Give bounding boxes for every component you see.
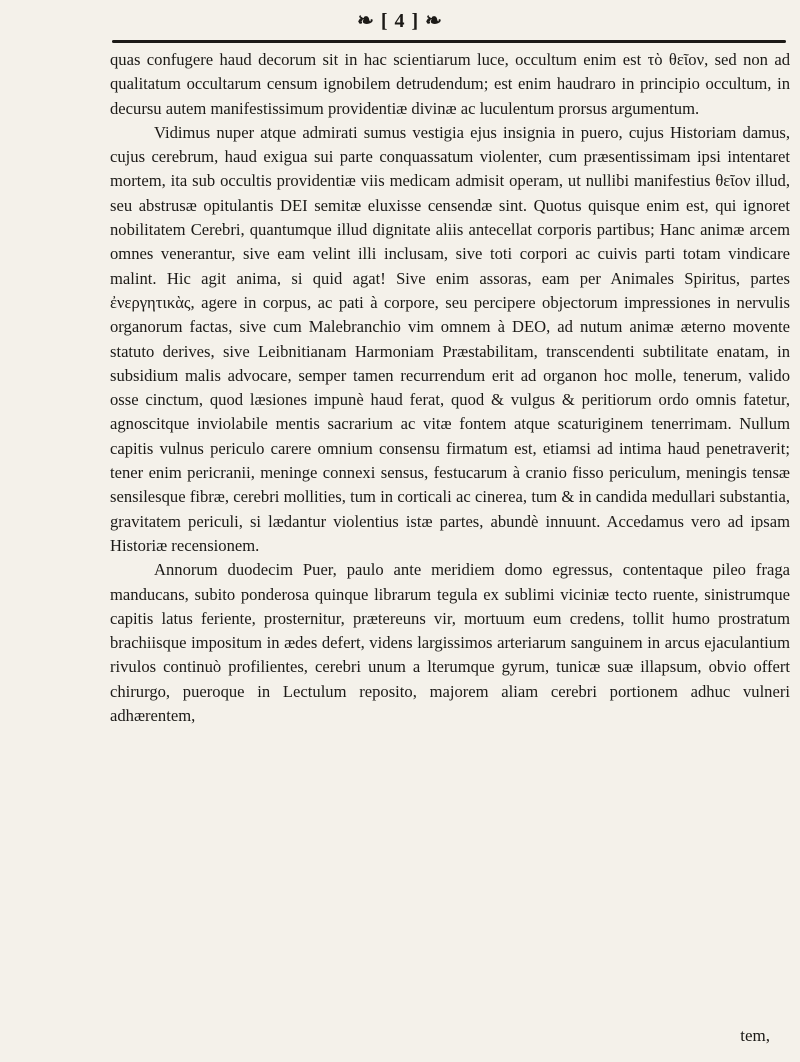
ornament-left: ❧	[357, 10, 381, 32]
ornament-right: ❧	[425, 10, 443, 32]
paragraph-3: Annorum duodecim Puer, paulo ante meridiem domo egressus, contentaque pileo fraga manducans, subito ponderosa quinque librarum tegula ex sublimi viciniæ tecto ruente, sinistrumque capitis latus feriente, prosternitur, prætereuns vir, mortuum eum credens, tollit humo prostratum brachiisque impositum in ædes defert, videns largissimos arteriarum sanguinem in arcus ejaculantium rivulos continuò profilientes, cerebri unum a lterumque gyrum, tunicæ suæ illapsum, obvio offert chirurgo, pueroque in Lectulum reposito, majorem aliam cerebri portionem adhuc vulneri adhærentem,	[110, 560, 790, 726]
page-number: [ 4 ]	[380, 10, 420, 32]
body-text	[110, 48, 790, 728]
page-header	[0, 8, 800, 33]
catchword: tem,	[740, 1026, 770, 1045]
header-rule	[112, 40, 786, 43]
paragraph-1: quas confugere haud decorum sit in hac scientiarum luce, occultum enim est τὸ θεῖον, sed non ad qualitatum occultarum censum ignobilem detrudendum; est enim haudraro in principio occultum, in decursu autem manifestissimum providentiæ divinæ ac luculentum prorsus argumentum.	[110, 50, 790, 118]
paragraph-2: Vidimus nuper atque admirati sumus vestigia ejus insignia in puero, cujus Historiam damus, cujus cerebrum, haud exigua sui parte conquassatum violenter, cum præsentissimam ipsi intentaret mortem, ita sub occultis providentiæ viis medicam admisit operam, ut nullibi manifestius θεῖον illud, seu abstrusæ opitulantis DEI semitæ eluxisse censendæ sint. Quotus quisque enim est, qui ignoret nobilitatem Cerebri, quantumque illud dignitate aliis antecellat corporis partibus; Hanc animæ arcem omnes venerantur, sive eam velint illi inclusam, sive toti corpori ac cuivis parti totam vindicare malint. Hic agit anima, si quid agat! Sive enim assoras, eam per Animales Spiritus, partes ἐνεργητικὰς, agere in corpus, ac pati à corpore, seu percipere objectorum impressiones in nervulis organorum factas, sive cum Malebranchio vim omnem à DEO, ad nutum animæ æterno movente statuto derives, sive Leibnitianam Harmoniam Præstabilitam, transcendenti subtilitate enatam, in subsidium malis advocare, semper tamen recurrendum erit ad organon hoc molle, tenerum, valido osse cinctum, quod læsiones impunè haud ferat, quod & vulgus & peritiorum ordo omnis fatetur, agnoscitque inviolabile mentis sacrarium ac vitæ fontem atque scaturiginem tenerrimam. Nullum capitis vulnus periculo carere omnium consensu firmatum est, etiamsi ad intima haud penetraverit; tener enim pericranii, meninge connexi sensus, festucarum à cranio fisso periculum, meningis tensæ sensilesque fibræ, cerebri mollities, tum in corticali ac cinerea, tum & in candida medullari substantia, gravitatem periculi, si lædantur violentius istæ partes, abundè innuunt. Accedamus vero ad ipsam Historiæ recensionem.	[110, 122, 790, 555]
